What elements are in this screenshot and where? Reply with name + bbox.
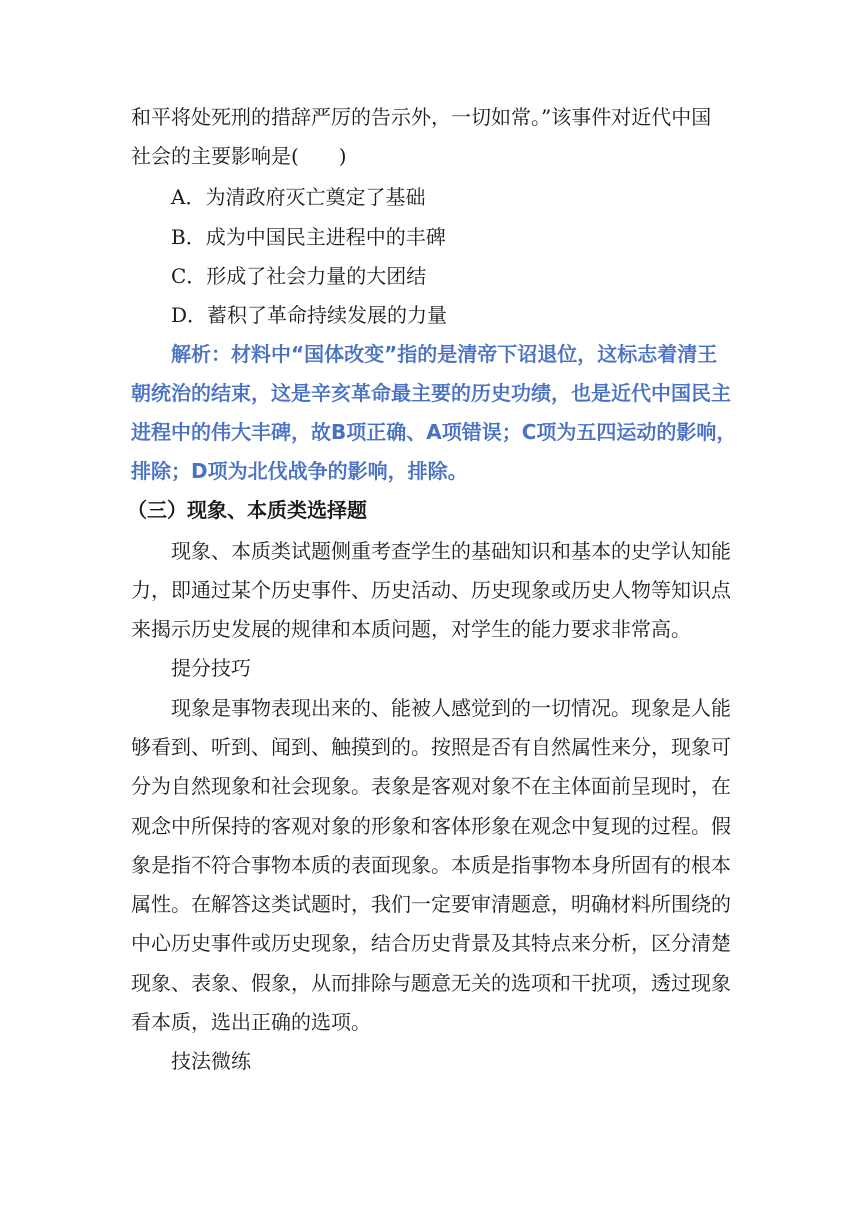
tip-title: 提分技巧: [171, 656, 251, 680]
tip-line-4: 观念中所保持的客观对象的形象和客体形象在观念中复现的过程。假: [131, 814, 731, 838]
option-a: A．为清政府灭亡奠定了基础: [171, 185, 426, 209]
tip-line-2: 够看到、听到、闻到、触摸到的。按照是否有自然属性来分，现象可: [131, 735, 731, 759]
question-text-line-1: 和平将处死刑的措辞严厉的告示外，一切如常。”该事件对近代中国: [131, 105, 712, 129]
practice-title: 技法微练: [171, 1049, 251, 1073]
intro-line-3: 来揭示历史发展的规律和本质问题，对学生的能力要求非常高。: [131, 617, 691, 641]
analysis-line-4: 排除；D项为北伐战争的影响，排除。: [131, 459, 468, 483]
analysis-line-1: 解析：材料中“国体改变”指的是清帝下诏退位，这标志着清王: [171, 342, 718, 366]
tip-line-5: 象是指不符合事物本质的表面现象。本质是指事物本身所固有的根本: [131, 853, 731, 877]
tip-line-8: 现象、表象、假象，从而排除与题意无关的选项和干扰项，透过现象: [131, 971, 731, 995]
intro-line-1: 现象、本质类试题侧重考查学生的基础知识和基本的史学认知能: [171, 539, 731, 563]
tip-line-3: 分为自然现象和社会现象。表象是客观对象不在主体面前呈现时，在: [131, 774, 731, 798]
option-b: B．成为中国民主进程中的丰碑: [171, 225, 446, 249]
tip-line-1: 现象是事物表现出来的、能被人感觉到的一切情况。现象是人能: [171, 696, 731, 720]
analysis-line-2: 朝统治的结束，这是辛亥革命最主要的历史功绩，也是近代中国民主: [131, 381, 731, 405]
question-text-line-2: 社会的主要影响是( ): [131, 144, 347, 168]
tip-line-6: 属性。在解答这类试题时，我们一定要审清题意，明确材料所围绕的: [131, 892, 731, 916]
tip-line-7: 中心历史事件或历史现象，结合历史背景及其特点来分析，区分清楚: [131, 931, 731, 955]
section-heading: （三）现象、本质类选择题: [127, 498, 367, 522]
intro-line-2: 力，即通过某个历史事件、历史活动、历史现象或历史人物等知识点: [131, 578, 731, 602]
analysis-line-3: 进程中的伟大丰碑，故B项正确、A项错误；C项为五四运动的影响，: [131, 420, 737, 444]
option-d: D．蓄积了革命持续发展的力量: [171, 303, 448, 327]
tip-line-9: 看本质，选出正确的选项。: [131, 1010, 371, 1034]
option-c: C．形成了社会力量的大团结: [171, 264, 427, 288]
